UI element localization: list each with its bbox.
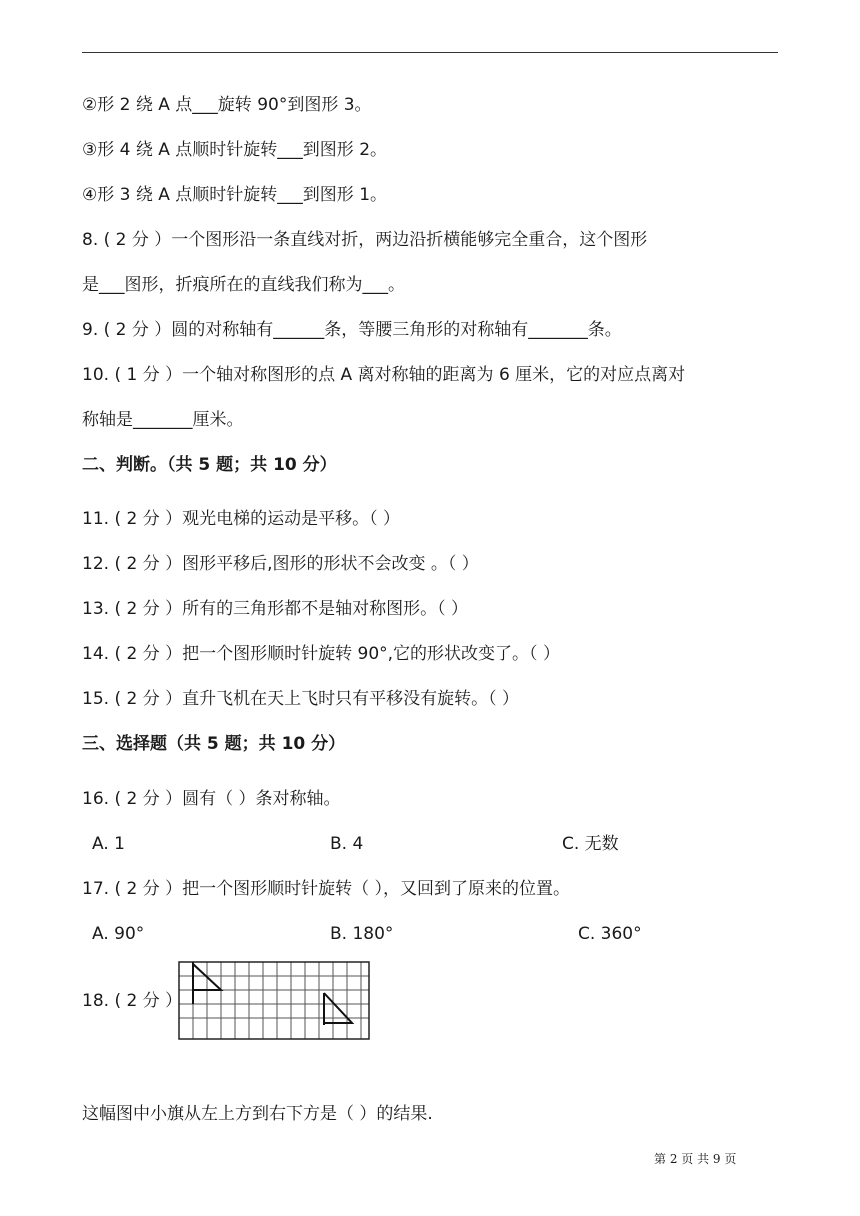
q16-option-b: B. 4 (330, 834, 364, 854)
question-17: 17. ( 2 分 ）把一个图形顺时针旋转（ ），又回到了原来的位置。 (82, 879, 571, 899)
question-14: 14. ( 2 分 ）把一个图形顺时针旋转 90°,它的形状改变了。（ ） (82, 644, 560, 664)
section-3-heading: 三、选择题（共 5 题；共 10 分） (82, 734, 346, 754)
question-8-cont: 是___图形，折痕所在的直线我们称为___。 (82, 275, 405, 295)
page-footer: 第 2 页 共 9 页 (654, 1152, 737, 1166)
header-rule (82, 52, 778, 53)
question-18: 18. ( 2 分 ） (82, 991, 183, 1011)
question-12: 12. ( 2 分 ）图形平移后,图形的形状不会改变 。（ ） (82, 554, 479, 574)
question-11: 11. ( 2 分 ）观光电梯的运动是平移。（ ） (82, 509, 401, 529)
q17-option-b: B. 180° (330, 924, 394, 944)
q17-option-a: A. 90° (92, 924, 145, 944)
question-16: 16. ( 2 分 ）圆有（ ）条对称轴。 (82, 789, 341, 809)
question-15: 15. ( 2 分 ）直升飞机在天上飞时只有平移没有旋转。（ ） (82, 689, 520, 709)
question-13: 13. ( 2 分 ）所有的三角形都不是轴对称图形。（ ） (82, 599, 469, 619)
q7-item-2: ②形 2 绕 A 点___旋转 90°到图形 3。 (82, 95, 372, 115)
flag-grid-figure (176, 961, 372, 1045)
question-10: 10. ( 1 分 ）一个轴对称图形的点 A 离对称轴的距离为 6 厘米，它的对应点离对 (82, 365, 686, 385)
question-8: 8. ( 2 分 ）一个图形沿一条直线对折，两边沿折横能够完全重合，这个图形 (82, 230, 648, 250)
section-2-heading: 二、判断。（共 5 题；共 10 分） (82, 455, 337, 475)
q16-option-a: A. 1 (92, 834, 125, 854)
q7-item-3: ③形 4 绕 A 点顺时针旋转___到图形 2。 (82, 140, 388, 160)
question-18-stem: 这幅图中小旗从左上方到右下方是（ ）的结果. (82, 1104, 433, 1124)
question-10-cont: 称轴是_______厘米。 (82, 410, 244, 430)
flag-bottom-right (324, 993, 352, 1025)
q17-option-c: C. 360° (578, 924, 642, 944)
question-9: 9. ( 2 分 ）圆的对称轴有______条，等腰三角形的对称轴有_______条。 (82, 320, 622, 340)
q16-option-c: C. 无数 (562, 834, 619, 854)
q7-item-4: ④形 3 绕 A 点顺时针旋转___到图形 1。 (82, 185, 388, 205)
